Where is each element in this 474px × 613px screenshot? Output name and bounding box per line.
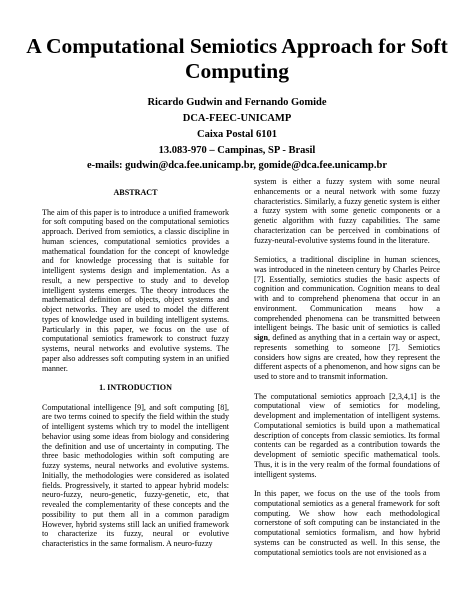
affiliation: DCA-FEEC-UNICAMP: [182, 113, 292, 124]
right-column: [254, 177, 440, 557]
author-names: Ricardo Gudwin and Fernando Gomide: [147, 97, 327, 108]
author-emails: e-mails: gudwin@dca.fee.unicamp.br, gomide@dca.fee.unicamp.br: [86, 160, 388, 171]
paper-title: A Computational Semiotics Approach for Soft Computing: [26, 34, 448, 83]
right-paragraph-3: The computational semiotics approach [2,3,4,1] is the computational view of semiotics for modeling, development and implementation of intelligent systems. Computational semiotics is build upon a mathematical description of concepts from classic semiotics. Its formal contents can be regarded as a contribution towards the development of semiotic specific mathematical tools. Thus, it is in the very realm of the formal foundations of intelligent systems.: [254, 391, 440, 479]
right-paragraph-1: system is either a fuzzy system with some neural enhancements or a neural network with some fuzzy characteristics. Similarly, a fuzzy genetic system is either a fuzzy system with some genetic components or a genetic algorithm with fuzzy capabilities. The same characterization can be perceived in combinations of fuzzy-neural-evolutive systems found in the literature.: [254, 177, 440, 245]
abstract-text: The aim of this paper is to introduce a unified framework for soft computing based on the computational semiotics approach. Derived from semiotics, a classic discipline in human sciences, computational semiotics provides a mathematical foundation for the concept of knowledge and for knowledge processing that is suitable for intelligent systems design and implementation. As a result, a new perspective to study and to develop intelligent systems emerges. The theory introduces the mathematical definition of objects, object systems and object networks. They are used to model the different types of knowledge used in building intelligent systems. Particularly in this paper, we focus on the use of computational semiotics framework to construct fuzzy systems, neural networks and evolutive systems. The paper also addresses soft computing system in an unified manner.: [42, 207, 229, 373]
left-column: [42, 188, 229, 549]
right-paragraph-2: [254, 255, 440, 382]
abstract-heading: ABSTRACT: [113, 188, 158, 197]
sign-term: sign: [254, 333, 268, 342]
semiotics-text-a: Semiotics, a traditional discipline in human sciences, was introduced in the nineteen century by Charles Peirce [7]. Essentially, semiotics studies the basic aspects of cognition and communication. Cognition means to deal with and to comprehend phenomena that occur in an environment. Communication means how a comprehended phenomena can be transmitted between intelligent beings. The basic unit of semiotics is called: [254, 255, 440, 333]
right-paragraph-4: In this paper, we focus on the use of the tools from computational semiotics as a general framework for soft computing. We show how each methodological cornerstone of soft computing can be instanciated in the computational semiotics formalism, and how hybrid systems can be constructed as well. In this sense, the computational semiotics tools are not envisioned as a: [254, 489, 440, 557]
introduction-heading: 1. INTRODUCTION: [99, 383, 172, 392]
postal-address: 13.083-970 – Campinas, SP - Brasil: [158, 145, 316, 156]
semiotics-text-b: , defined as anything that in a certain way or aspect, represents something to someone [7]. Semiotics considers how signs are created, how they represent the different aspects of a phenomenon, and how signs can be used to store and to transmit information.: [254, 333, 440, 381]
postal-box: Caixa Postal 6101: [197, 129, 277, 140]
introduction-paragraph: Computational intelligence [9], and soft computing [8], are two terms coined to specify the field within the study of intelligent systems which try to model the intelligent behavior using some ideas from biology and considering the definition and use of uncertainty in computing. The three basic methodologies within soft computing are fuzzy systems, neural networks and evolutive systems. Initially, the methodologies were considered as isolated fields. Progressively, it started to appear hybrid models: neuro-fuzzy, neuro-genetic, fuzzy-genetic, etc, that revealed the complementarity of these concepts and the possibility to put them all in a common paradigm However, hybrid systems still lack an unified framework to characterize its fuzzy, neural or evolutive characteristics in the same formalism. A neuro-fuzzy: [42, 402, 229, 548]
